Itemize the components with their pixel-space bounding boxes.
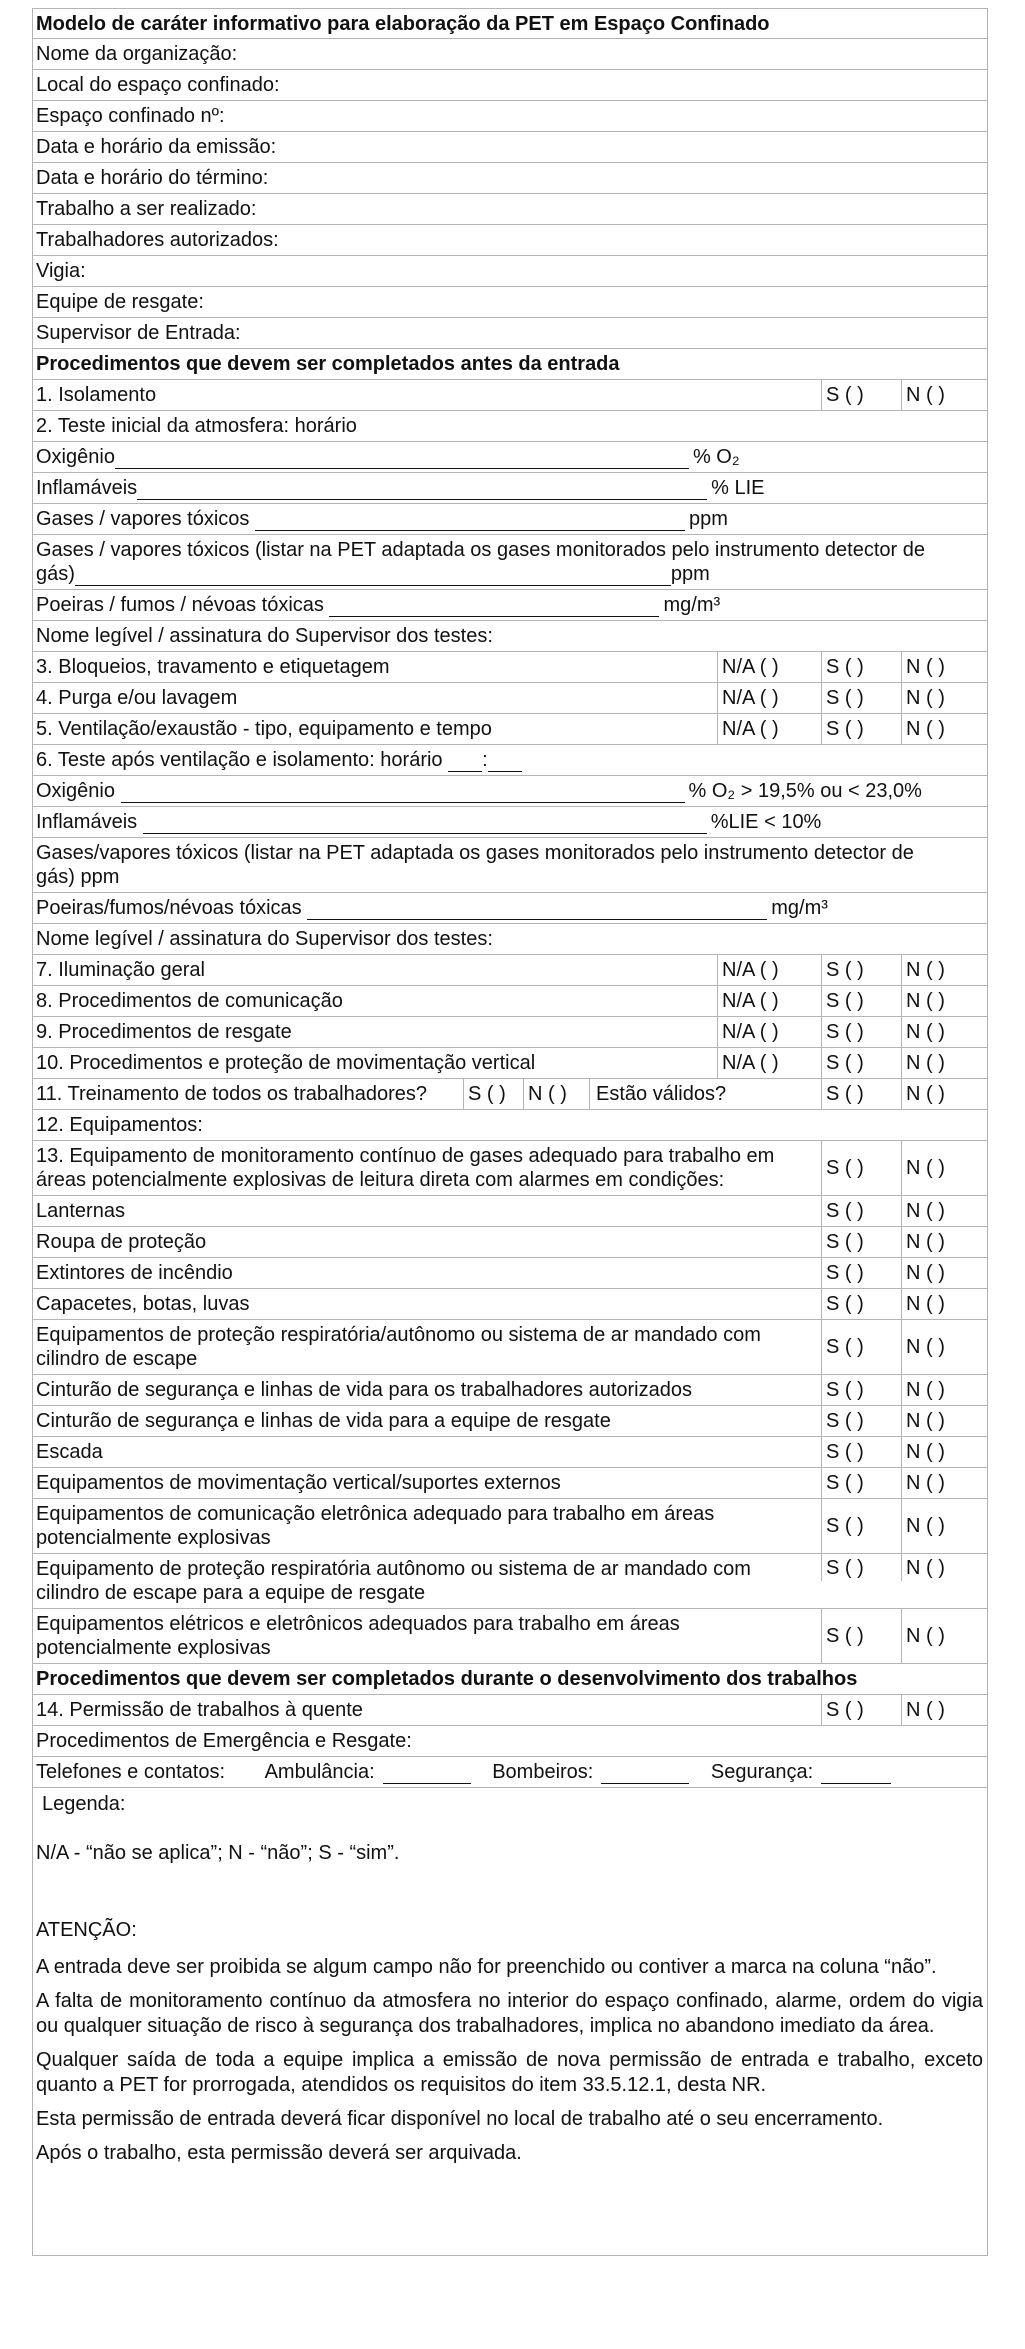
label-contatos: Telefones e contatos: bbox=[36, 1761, 226, 1783]
mark-s[interactable]: S ( ) bbox=[821, 1227, 901, 1257]
label-ambulancia: Ambulância: bbox=[264, 1761, 375, 1783]
field-nome-organizacao[interactable]: Nome da organização: bbox=[32, 39, 988, 70]
line-inflamaveis-after bbox=[32, 807, 988, 838]
mark-s[interactable]: S ( ) bbox=[821, 1196, 901, 1226]
equip-respiratoria bbox=[32, 1320, 988, 1375]
unit-ppm-2: ppm bbox=[670, 563, 710, 585]
mark-n[interactable]: N ( ) bbox=[901, 1227, 989, 1257]
mark-s[interactable]: S ( ) bbox=[821, 1141, 901, 1195]
mark-n[interactable]: N ( ) bbox=[901, 955, 989, 985]
item-label: 4. Purga e/ou lavagem bbox=[36, 687, 238, 709]
mark-s[interactable]: S ( ) bbox=[821, 1079, 901, 1109]
item-teste-apos bbox=[32, 745, 988, 776]
gases-after-text: Gases/vapores tóxicos (listar na PET adaptada os gases monitorados pelo instrumento detector de bbox=[36, 842, 914, 864]
field-supervisor-entrada[interactable]: Supervisor de Entrada: bbox=[32, 318, 988, 349]
item-treinamento bbox=[32, 1079, 988, 1110]
lie-limit: %LIE < 10% bbox=[710, 811, 822, 833]
field-equipe-resgate[interactable]: Equipe de resgate: bbox=[32, 287, 988, 318]
mark-n[interactable]: N ( ) bbox=[901, 1141, 989, 1195]
section-before-entry: Procedimentos que devem ser completados antes da entrada bbox=[32, 349, 988, 380]
mark-n[interactable]: N ( ) bbox=[901, 1079, 989, 1109]
mark-n[interactable]: N ( ) bbox=[901, 1554, 989, 1581]
mark-s[interactable]: S ( ) bbox=[821, 714, 901, 744]
mark-na[interactable]: N/A ( ) bbox=[717, 986, 821, 1016]
mark-n[interactable]: N ( ) bbox=[901, 1499, 989, 1553]
mark-s[interactable]: S ( ) bbox=[821, 683, 901, 713]
mark-n[interactable]: N ( ) bbox=[901, 1375, 989, 1405]
attention-p3: Qualquer saída de toda a equipe implica a emissão de nova permissão de entrada e trabalho, exceto quanto a PET for prorrogada, atendidos os requisitos do item 33.5.12.1, desta NR. bbox=[36, 2049, 983, 2096]
unit-lie: % LIE bbox=[711, 477, 765, 499]
item-label: Lanternas bbox=[36, 1200, 125, 1222]
label-inflamaveis: Inflamáveis bbox=[36, 477, 138, 499]
field-data-emissao[interactable]: Data e horário da emissão: bbox=[32, 132, 988, 163]
time-separator: : bbox=[482, 749, 488, 771]
mark-na[interactable]: N/A ( ) bbox=[717, 652, 821, 682]
item-trabalho-quente bbox=[32, 1695, 988, 1726]
mark-na[interactable]: N/A ( ) bbox=[717, 1048, 821, 1078]
mark-n[interactable]: N ( ) bbox=[901, 1609, 989, 1663]
mark-na[interactable]: N/A ( ) bbox=[717, 683, 821, 713]
item-purga bbox=[32, 683, 988, 714]
item-label: 10. Procedimentos e proteção de movimentação vertical bbox=[36, 1052, 536, 1074]
line-emergencia: Procedimentos de Emergência e Resgate: bbox=[32, 1726, 988, 1757]
mark-n[interactable]: N ( ) bbox=[901, 652, 989, 682]
mark-n[interactable]: N ( ) bbox=[901, 986, 989, 1016]
mark-s[interactable]: S ( ) bbox=[821, 1437, 901, 1467]
mark-s-treinamento[interactable]: S ( ) bbox=[463, 1079, 523, 1109]
label-gases: Gases / vapores tóxicos bbox=[36, 508, 250, 530]
label-oxigenio: Oxigênio bbox=[36, 780, 115, 802]
field-vigia[interactable]: Vigia: bbox=[32, 256, 988, 287]
blank-hora[interactable] bbox=[448, 751, 482, 772]
line-poeiras-after bbox=[32, 893, 988, 924]
item-monitoramento bbox=[32, 1141, 988, 1196]
mark-s[interactable]: S ( ) bbox=[821, 1554, 901, 1581]
label-inflamaveis: Inflamáveis bbox=[36, 811, 138, 833]
equip-cinturao-resgate bbox=[32, 1406, 988, 1437]
o2-limit: % O₂ > 19,5% ou < 23,0% bbox=[688, 780, 922, 802]
item-resgate bbox=[32, 1017, 988, 1048]
blank-ambulancia[interactable] bbox=[383, 1763, 471, 1784]
item-isolamento bbox=[32, 380, 988, 411]
mark-na[interactable]: N/A ( ) bbox=[717, 1017, 821, 1047]
mark-s[interactable]: S ( ) bbox=[821, 1609, 901, 1663]
field-trabalho[interactable]: Trabalho a ser realizado: bbox=[32, 194, 988, 225]
item-ventilacao bbox=[32, 714, 988, 745]
mark-n[interactable]: N ( ) bbox=[901, 1258, 989, 1288]
line-oxigenio bbox=[32, 442, 988, 473]
item-label: 11. Treinamento de todos os trabalhadores? bbox=[36, 1083, 427, 1105]
mark-n[interactable]: N ( ) bbox=[901, 1468, 989, 1498]
blank-gases[interactable] bbox=[255, 510, 685, 531]
unit-o2: % O₂ bbox=[692, 446, 740, 468]
unit-mgm3: mg/m³ bbox=[663, 594, 721, 616]
item-label: Equipamentos de movimentação vertical/suportes externos bbox=[36, 1472, 561, 1494]
item-teste-inicial: 2. Teste inicial da atmosfera: horário bbox=[32, 411, 988, 442]
blank-oxigenio-after[interactable] bbox=[121, 782, 685, 803]
line-gases-toxicos bbox=[32, 504, 988, 535]
mark-s[interactable]: S ( ) bbox=[821, 986, 901, 1016]
mark-s[interactable]: S ( ) bbox=[821, 1375, 901, 1405]
gases-detector-text: Gases / vapores tóxicos (listar na PET adaptada os gases monitorados pelo instrumento detector de bbox=[36, 539, 926, 561]
item-label: 13. Equipamento de monitoramento contínuo de gases adequado para trabalho em bbox=[36, 1145, 775, 1167]
mark-n[interactable]: N ( ) bbox=[901, 380, 989, 410]
attention-p5: Após o trabalho, esta permissão deverá ser arquivada. bbox=[36, 2142, 522, 2164]
mark-s[interactable]: S ( ) bbox=[821, 955, 901, 985]
label-bombeiros: Bombeiros: bbox=[492, 1761, 594, 1783]
attention-title: ATENÇÃO: bbox=[36, 1919, 137, 1941]
item-label-2: cilindro de escape bbox=[36, 1348, 198, 1370]
mark-s[interactable]: S ( ) bbox=[821, 1289, 901, 1319]
legend-box bbox=[32, 1788, 988, 2256]
item-label: Equipamentos elétricos e eletrônicos adequados para trabalho em áreas bbox=[36, 1613, 680, 1635]
item-label-2: potencialmente explosivas bbox=[36, 1637, 271, 1659]
legend-title: Legenda: bbox=[42, 1793, 126, 1815]
item-iluminacao bbox=[32, 955, 988, 986]
item-label: 6. Teste após ventilação e isolamento: horário bbox=[36, 749, 443, 771]
mark-na[interactable]: N/A ( ) bbox=[717, 714, 821, 744]
section-during-work: Procedimentos que devem ser completados durante o desenvolvimento dos trabalhos bbox=[32, 1664, 988, 1695]
blank-bombeiros[interactable] bbox=[601, 1763, 689, 1784]
equip-eletricos bbox=[32, 1609, 988, 1664]
unit-mgm3: mg/m³ bbox=[771, 897, 828, 919]
mark-n[interactable]: N ( ) bbox=[901, 1017, 989, 1047]
equip-extintores bbox=[32, 1258, 988, 1289]
field-espaco-numero[interactable]: Espaço confinado nº: bbox=[32, 101, 988, 132]
item-label: 14. Permissão de trabalhos à quente bbox=[36, 1699, 363, 1721]
line-gases-after bbox=[32, 838, 988, 893]
item-bloqueios bbox=[32, 652, 988, 683]
attention-p1: A entrada deve ser proibida se algum campo não for preenchido ou contiver a marca na coluna “não”. bbox=[36, 1956, 937, 1978]
line-oxigenio-after bbox=[32, 776, 988, 807]
item-mov-vertical bbox=[32, 1048, 988, 1079]
item-label: Cinturão de segurança e linhas de vida para os trabalhadores autorizados bbox=[36, 1379, 692, 1401]
mark-s[interactable]: S ( ) bbox=[821, 1695, 901, 1725]
label-validos: Estão válidos? bbox=[589, 1079, 821, 1109]
line-contatos bbox=[32, 1757, 988, 1788]
line-gases-detector bbox=[32, 535, 988, 590]
line-supervisor-testes[interactable]: Nome legível / assinatura do Supervisor dos testes: bbox=[32, 621, 988, 652]
mark-na[interactable]: N/A ( ) bbox=[717, 955, 821, 985]
item-label: 8. Procedimentos de comunicação bbox=[36, 990, 343, 1012]
item-label: Roupa de proteção bbox=[36, 1231, 207, 1253]
attention-p2: A falta de monitoramento contínuo da atmosfera no interior do espaço confinado, alarme, ordem do vigia ou qualquer situação de risco à segurança dos trabalhadores, implica no abandono imediato da área. bbox=[36, 1990, 983, 2037]
mark-n[interactable]: N ( ) bbox=[901, 1289, 989, 1319]
equip-lanternas bbox=[32, 1196, 988, 1227]
label-poeiras: Poeiras / fumos / névoas tóxicas bbox=[36, 594, 324, 616]
line-poeiras bbox=[32, 590, 988, 621]
mark-s[interactable]: S ( ) bbox=[821, 1406, 901, 1436]
blank-inflamaveis-after[interactable] bbox=[143, 813, 707, 834]
item-label: Capacetes, botas, luvas bbox=[36, 1293, 250, 1315]
mark-n[interactable]: N ( ) bbox=[901, 683, 989, 713]
equip-escada bbox=[32, 1437, 988, 1468]
gases-after-text-2: gás) ppm bbox=[36, 866, 120, 888]
mark-n[interactable]: N ( ) bbox=[901, 1406, 989, 1436]
equip-comunicacao bbox=[32, 1499, 988, 1554]
line-supervisor-testes-2[interactable]: Nome legível / assinatura do Supervisor dos testes: bbox=[32, 924, 988, 955]
item-label: Equipamentos de proteção respiratória/autônomo ou sistema de ar mandado com bbox=[36, 1324, 761, 1346]
item-label: Cinturão de segurança e linhas de vida para a equipe de resgate bbox=[36, 1410, 611, 1432]
label-seguranca: Segurança: bbox=[710, 1761, 814, 1783]
mark-s[interactable]: S ( ) bbox=[821, 1048, 901, 1078]
field-local[interactable]: Local do espaço confinado: bbox=[32, 70, 988, 101]
item-label-2: potencialmente explosivas bbox=[36, 1527, 271, 1549]
mark-s[interactable]: S ( ) bbox=[821, 1017, 901, 1047]
mark-n[interactable]: N ( ) bbox=[901, 1320, 989, 1374]
field-data-termino[interactable]: Data e horário do término: bbox=[32, 163, 988, 194]
item-label: 7. Iluminação geral bbox=[36, 959, 205, 981]
field-trabalhadores[interactable]: Trabalhadores autorizados: bbox=[32, 225, 988, 256]
item-comunicacao bbox=[32, 986, 988, 1017]
pet-form bbox=[32, 8, 988, 2256]
blank-inflamaveis[interactable] bbox=[137, 479, 707, 500]
item-label: Extintores de incêndio bbox=[36, 1262, 233, 1284]
item-label-2: áreas potencialmente explosivas de leitura direta com alarmes em condições: bbox=[36, 1169, 725, 1191]
equip-cinturao-autorizados bbox=[32, 1375, 988, 1406]
mark-s[interactable]: S ( ) bbox=[821, 1468, 901, 1498]
equip-capacetes bbox=[32, 1289, 988, 1320]
item-equipamentos: 12. Equipamentos: bbox=[32, 1110, 988, 1141]
mark-n[interactable]: N ( ) bbox=[901, 714, 989, 744]
item-label: Equipamentos de comunicação eletrônica adequado para trabalho em áreas bbox=[36, 1503, 715, 1525]
mark-n[interactable]: N ( ) bbox=[901, 1048, 989, 1078]
blank-oxigenio[interactable] bbox=[115, 448, 689, 469]
item-label: Escada bbox=[36, 1441, 103, 1463]
gases-detector-text-2: gás) bbox=[36, 563, 75, 585]
item-label: 1. Isolamento bbox=[36, 384, 157, 406]
equip-respiratoria-resgate bbox=[32, 1554, 988, 1609]
blank-gases-detector[interactable] bbox=[75, 565, 671, 586]
equip-roupa bbox=[32, 1227, 988, 1258]
equip-mov-vertical bbox=[32, 1468, 988, 1499]
item-label: 5. Ventilação/exaustão - tipo, equipamento e tempo bbox=[36, 718, 492, 740]
item-label: 3. Bloqueios, travamento e etiquetagem bbox=[36, 656, 390, 678]
legend-text: N/A - “não se aplica”; N - “não”; S - “sim”. bbox=[36, 1842, 400, 1864]
mark-s[interactable]: S ( ) bbox=[821, 380, 901, 410]
blank-seguranca[interactable] bbox=[821, 1763, 891, 1784]
unit-ppm: ppm bbox=[689, 508, 728, 530]
mark-n[interactable]: N ( ) bbox=[901, 1196, 989, 1226]
mark-n-treinamento[interactable]: N ( ) bbox=[523, 1079, 589, 1109]
attention-p4: Esta permissão de entrada deverá ficar disponível no local de trabalho até o seu encerramento. bbox=[36, 2108, 884, 2130]
mark-s[interactable]: S ( ) bbox=[821, 1320, 901, 1374]
mark-s[interactable]: S ( ) bbox=[821, 1499, 901, 1553]
line-inflamaveis bbox=[32, 473, 988, 504]
form-title: Modelo de caráter informativo para elaboração da PET em Espaço Confinado bbox=[32, 8, 988, 39]
mark-n[interactable]: N ( ) bbox=[901, 1695, 989, 1725]
blank-poeiras-after[interactable] bbox=[307, 899, 767, 920]
label-oxigenio: Oxigênio bbox=[36, 446, 115, 468]
blank-poeiras[interactable] bbox=[329, 596, 659, 617]
mark-s[interactable]: S ( ) bbox=[821, 1258, 901, 1288]
mark-s[interactable]: S ( ) bbox=[821, 652, 901, 682]
blank-minuto[interactable] bbox=[488, 751, 522, 772]
item-label: 9. Procedimentos de resgate bbox=[36, 1021, 292, 1043]
item-label-2: cilindro de escape para a equipe de resgate bbox=[36, 1582, 426, 1604]
label-poeiras: Poeiras/fumos/névoas tóxicas bbox=[36, 897, 302, 919]
item-label: Equipamento de proteção respiratória autônomo ou sistema de ar mandado com bbox=[36, 1558, 751, 1580]
mark-n[interactable]: N ( ) bbox=[901, 1437, 989, 1467]
